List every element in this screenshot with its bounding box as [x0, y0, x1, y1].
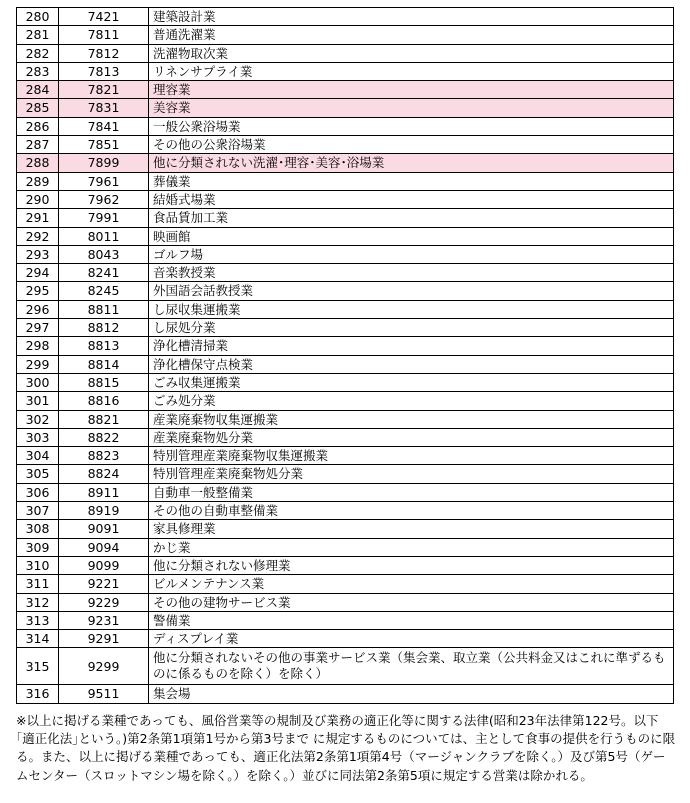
- industry-name: その他の自動車整備業: [149, 502, 674, 520]
- row-number: 287: [17, 136, 59, 154]
- footnote: ※以上に掲げる業種であっても、風俗営業等の規制及び業務の適正化等に関する法律(昭和23年法律第122号。以下｢適正化法｣という。)第2条第1項第1号から第3号まで に規定するものについては、主として食事の提供を行うものに限る。また、以上に掲げる業種であっても、適正化法第2条第1項第4号（マージャンクラブを除く。）及び第5号（ゲームセンター（スロットマシン場を除く。）を除く。）並びに同法第2条第5項に規定する営業は除かれる。: [16, 713, 676, 783]
- industry-name: ゴルフ場: [149, 245, 674, 263]
- row-number: 293: [17, 245, 59, 263]
- table-row: [17, 556, 674, 574]
- table-row: [17, 593, 674, 611]
- industry-code: 7812: [59, 44, 149, 62]
- industry-name: 理容業: [149, 81, 674, 99]
- industry-name: 産業廃棄物処分業: [149, 428, 674, 446]
- row-number: 296: [17, 300, 59, 318]
- industry-code: 8823: [59, 447, 149, 465]
- table-row: [17, 520, 674, 538]
- table-row: [17, 62, 674, 80]
- row-number: 300: [17, 373, 59, 391]
- industry-name: 建築設計業: [149, 8, 674, 26]
- row-number: 298: [17, 337, 59, 355]
- row-number: 316: [17, 685, 59, 703]
- industry-code: 8821: [59, 410, 149, 428]
- table-row: [17, 538, 674, 556]
- table-row: [17, 81, 674, 99]
- industry-name: 他に分類されない洗濯･理容･美容･浴場業: [149, 154, 674, 172]
- table-row: [17, 8, 674, 26]
- industry-code: 8919: [59, 502, 149, 520]
- industry-code: 8241: [59, 264, 149, 282]
- table-row: [17, 190, 674, 208]
- row-number: 295: [17, 282, 59, 300]
- table-row: [17, 172, 674, 190]
- industry-name: 食品賃加工業: [149, 209, 674, 227]
- industry-code: 8911: [59, 483, 149, 501]
- industry-name: 産業廃棄物収集運搬業: [149, 410, 674, 428]
- industry-code: 7821: [59, 81, 149, 99]
- industry-code: 7831: [59, 99, 149, 117]
- industry-name: し尿収集運搬業: [149, 300, 674, 318]
- row-number: 281: [17, 26, 59, 44]
- row-number: 282: [17, 44, 59, 62]
- industry-code: 8043: [59, 245, 149, 263]
- industry-code: 7851: [59, 136, 149, 154]
- table-row: [17, 117, 674, 135]
- row-number: 314: [17, 630, 59, 648]
- industry-code: 7813: [59, 62, 149, 80]
- table-row: [17, 465, 674, 483]
- industry-code: 7841: [59, 117, 149, 135]
- row-number: 294: [17, 264, 59, 282]
- table-row: [17, 136, 674, 154]
- table-row: [17, 99, 674, 117]
- row-number: 303: [17, 428, 59, 446]
- industry-name: 音楽教授業: [149, 264, 674, 282]
- industry-code: 9094: [59, 538, 149, 556]
- industry-code: 9231: [59, 611, 149, 629]
- industry-code: 7991: [59, 209, 149, 227]
- industry-name: ごみ処分業: [149, 392, 674, 410]
- table-row: [17, 264, 674, 282]
- row-number: 289: [17, 172, 59, 190]
- row-number: 313: [17, 611, 59, 629]
- row-number: 309: [17, 538, 59, 556]
- row-number: 280: [17, 8, 59, 26]
- table-row: [17, 26, 674, 44]
- row-number: 308: [17, 520, 59, 538]
- row-number: 311: [17, 575, 59, 593]
- row-number: 306: [17, 483, 59, 501]
- table-row: [17, 209, 674, 227]
- table-row: [17, 575, 674, 593]
- row-number: 312: [17, 593, 59, 611]
- industry-name: 映画館: [149, 227, 674, 245]
- industry-name: 特別管理産業廃棄物処分業: [149, 465, 674, 483]
- row-number: 286: [17, 117, 59, 135]
- industry-name: かじ業: [149, 538, 674, 556]
- row-number: 290: [17, 190, 59, 208]
- industry-code: 9291: [59, 630, 149, 648]
- row-number: 284: [17, 81, 59, 99]
- industry-code: 9091: [59, 520, 149, 538]
- table-row: [17, 648, 674, 685]
- industry-code: 7899: [59, 154, 149, 172]
- table-row: [17, 282, 674, 300]
- industry-name: ディスプレイ業: [149, 630, 674, 648]
- row-number: 297: [17, 319, 59, 337]
- row-number: 302: [17, 410, 59, 428]
- industry-code: 7421: [59, 8, 149, 26]
- industry-code: 7811: [59, 26, 149, 44]
- table-row: [17, 227, 674, 245]
- industry-code: 7962: [59, 190, 149, 208]
- row-number: 310: [17, 556, 59, 574]
- industry-name: リネンサプライ業: [149, 62, 674, 80]
- industry-name: 美容業: [149, 99, 674, 117]
- industry-code: 8812: [59, 319, 149, 337]
- table-row: [17, 630, 674, 648]
- row-number: 292: [17, 227, 59, 245]
- industry-name: 外国語会話教授業: [149, 282, 674, 300]
- industry-code: 8811: [59, 300, 149, 318]
- industry-name: 特別管理産業廃棄物収集運搬業: [149, 447, 674, 465]
- row-number: 285: [17, 99, 59, 117]
- table-row: [17, 355, 674, 373]
- industry-name: 浄化槽保守点検業: [149, 355, 674, 373]
- industry-table-body: [17, 8, 674, 704]
- table-row: [17, 685, 674, 703]
- industry-name: 葬儀業: [149, 172, 674, 190]
- industry-code: 7961: [59, 172, 149, 190]
- table-row: [17, 447, 674, 465]
- industry-name: その他の公衆浴場業: [149, 136, 674, 154]
- table-row: [17, 154, 674, 172]
- industry-code: 8011: [59, 227, 149, 245]
- table-row: [17, 44, 674, 62]
- industry-code: 9221: [59, 575, 149, 593]
- industry-name: その他の建物サービス業: [149, 593, 674, 611]
- industry-name: ごみ収集運搬業: [149, 373, 674, 391]
- industry-name: 浄化槽清掃業: [149, 337, 674, 355]
- table-row: [17, 319, 674, 337]
- table-row: [17, 337, 674, 355]
- industry-name: 家具修理業: [149, 520, 674, 538]
- industry-name: 洗濯物取次業: [149, 44, 674, 62]
- industry-code: 8813: [59, 337, 149, 355]
- table-row: [17, 410, 674, 428]
- row-number: 283: [17, 62, 59, 80]
- table-row: [17, 428, 674, 446]
- industry-code: 8816: [59, 392, 149, 410]
- table-row: [17, 611, 674, 629]
- row-number: 288: [17, 154, 59, 172]
- industry-name: し尿処分業: [149, 319, 674, 337]
- industry-code: 9099: [59, 556, 149, 574]
- industry-code: 9511: [59, 685, 149, 703]
- row-number: 305: [17, 465, 59, 483]
- table-row: [17, 483, 674, 501]
- industry-name: 普通洗濯業: [149, 26, 674, 44]
- industry-name: 警備業: [149, 611, 674, 629]
- industry-name: 一般公衆浴場業: [149, 117, 674, 135]
- row-number: 315: [17, 648, 59, 685]
- table-row: [17, 245, 674, 263]
- table-row: [17, 502, 674, 520]
- row-number: 301: [17, 392, 59, 410]
- industry-name: 他に分類されない修理業: [149, 556, 674, 574]
- industry-code: 8814: [59, 355, 149, 373]
- row-number: 307: [17, 502, 59, 520]
- industry-name: 集会場: [149, 685, 674, 703]
- row-number: 291: [17, 209, 59, 227]
- industry-table: [16, 7, 674, 704]
- table-row: [17, 300, 674, 318]
- industry-name: 自動車一般整備業: [149, 483, 674, 501]
- industry-code: 9229: [59, 593, 149, 611]
- industry-code: 8824: [59, 465, 149, 483]
- row-number: 299: [17, 355, 59, 373]
- table-row: [17, 392, 674, 410]
- industry-code: 8245: [59, 282, 149, 300]
- industry-name: 結婚式場業: [149, 190, 674, 208]
- industry-code: 9299: [59, 648, 149, 685]
- industry-name: 他に分類されないその他の事業サービス業（集会業、取立業（公共料金又はこれに準ずるものに係るものを除く）を除く）: [149, 648, 674, 685]
- industry-code: 8815: [59, 373, 149, 391]
- industry-code: 8822: [59, 428, 149, 446]
- row-number: 304: [17, 447, 59, 465]
- industry-name: ビルメンテナンス業: [149, 575, 674, 593]
- table-row: [17, 373, 674, 391]
